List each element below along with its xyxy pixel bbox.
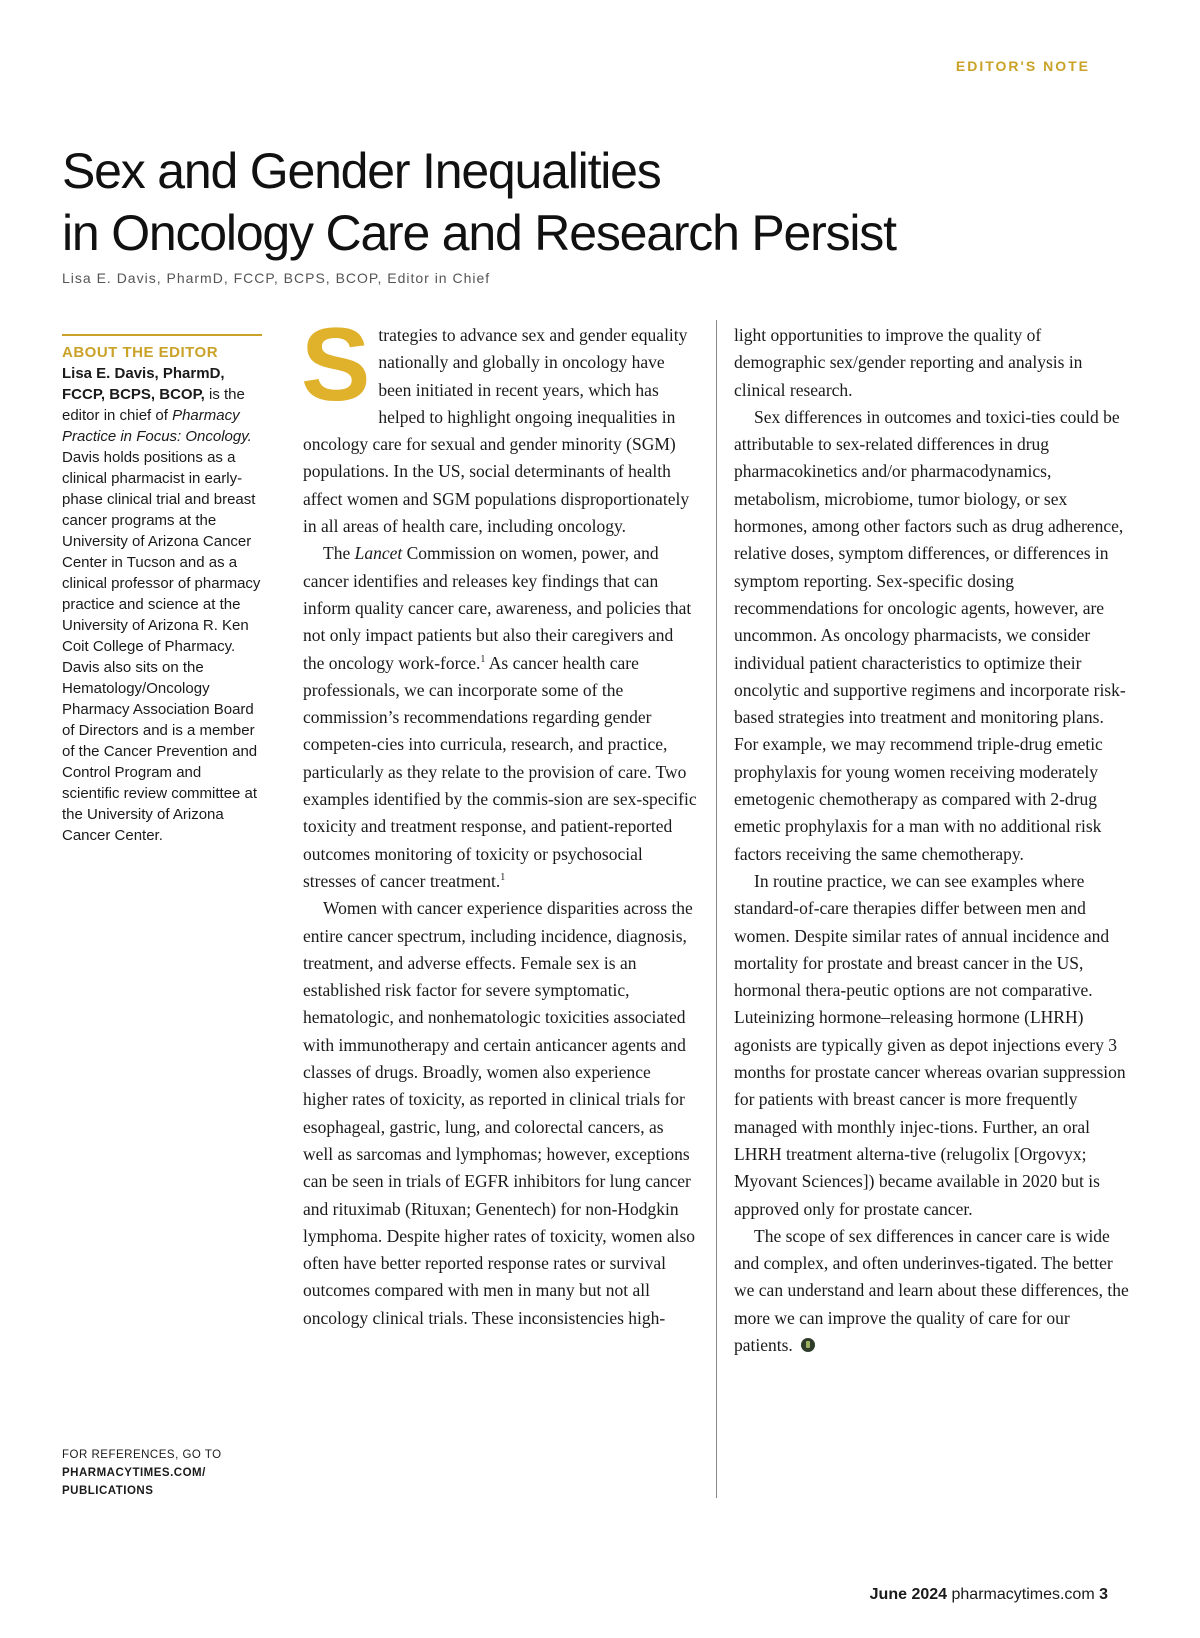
- footer-site: pharmacytimes.com: [947, 1586, 1100, 1603]
- paragraph-4: light opportunities to improve the quality of demographic sex/gender reporting and analysis in clinical research.: [734, 325, 1083, 400]
- journal-name: Pharmacy Practice in Focus: Oncology.: [62, 407, 252, 445]
- page-footer: [870, 1586, 1108, 1604]
- end-mark-icon: [801, 1338, 815, 1352]
- byline: Lisa E. Davis, PharmD, FCCP, BCPS, BCOP, Editor in Chief: [62, 270, 491, 286]
- paragraph-3: Women with cancer experience disparities across the entire cancer spectrum, including incidence, diagnosis, treatment, and adverse effects. Female sex is an established risk factor for severe symptomatic, hematologic, and nonhematologic toxicities associated with immunotherapy and certain anticancer agents and classes of drugs. Broadly, women also experience higher rates of toxicity, as reported in clinical trials for esophageal, gastric, lung, and colorectal cancers, as well as sarcomas and lymphomas; however, exceptions can be seen in trials of EGFR inhibitors for lung cancer and rituximab (Rituxan; Genentech) for non-Hodgkin lymphoma. Despite higher rates of toxicity, women also often have better reported response rates or survival outcomes compared with men in many but not all oncology clinical trials. These inconsistencies high-: [303, 898, 696, 1328]
- references-note: [62, 1446, 262, 1500]
- paragraph-2-text-c: As cancer health care professionals, we can incorporate some of the commission’s recommendations regarding gender competen-cies into curricula, research, and practice, particularly as they relate to the provision of care. Two examples identified by the commis-sion are sex-specific toxicity and treatment response, and patient-reported outcomes monitoring of toxicity or psychosocial stresses of cancer treatment.: [303, 652, 697, 891]
- references-link-line-3[interactable]: PUBLICATIONS: [62, 1485, 154, 1497]
- references-link-line-2[interactable]: PHARMACYTIMES.COM/: [62, 1467, 206, 1479]
- body-column-2: [734, 322, 1132, 1359]
- paragraph-5: Sex differences in outcomes and toxici-ties could be attributable to sex-related differences in drug pharmacokinetics and/or pharmacodynamics, metabolism, microbiome, tumor biology, or sex hormones, among other factors such as drug adherence, relative doses, symptom differences, or differences in symptom reporting. Sex-specific dosing recommendations for oncologic agents, however, are uncommon. As oncology pharmacists, we consider individual patient characteristics to optimize their oncolytic and supportive regimens and incorporate risk-based strategies into treatment and monitoring plans. For example, we may recommend triple-drug emetic prophylaxis for young women receiving moderately emetogenic chemotherapy as compared with 2-drug emetic prophylaxis for a man with no additional risk factors receiving the same chemotherapy.: [734, 406, 1126, 864]
- issue-date: June 2024: [869, 1586, 948, 1603]
- citation-2: 1: [500, 872, 506, 884]
- paragraph-2-text-b: Commission on women, power, and cancer identifies and releases key findings that can inform quality cancer care, awareness, and policies that not only impact patients but also their caregivers and the oncology work-force.: [303, 543, 692, 673]
- sidebar-rule: [62, 334, 262, 336]
- paragraph-7: [734, 1223, 1132, 1359]
- paragraph-2-text-a: The: [323, 543, 355, 564]
- editor-name: Lisa E. Davis, PharmD, FCCP, BCPS, BCOP,: [62, 365, 225, 403]
- column-divider: [716, 320, 717, 1498]
- drop-cap: S: [301, 307, 371, 423]
- article-title: [62, 140, 1062, 264]
- sidebar-bio: [62, 363, 262, 846]
- lancet-title: Lancet: [354, 543, 403, 564]
- paragraph-6: In routine practice, we can see examples where standard-of-care therapies differ between men and women. Despite similar rates of annual incidence and mortality for prostate and breast cancer in the US, hormonal thera-peutic options are not comparative. Luteinizing hormone–releasing hormone (LHRH) agonists are typically given as depot injections every 3 months for prostate cancer whereas ovarian suppression for patients with breast cancer is more frequently managed with monthly injec-tions. Further, an oral LHRH treatment alterna-tive (relugolix [Orgovyx; Myovant Sciences]) became available in 2020 but is approved only for prostate cancer.: [734, 870, 1126, 1219]
- paragraph-7-text: The scope of sex differences in cancer care is wide and complex, and often underinves-tigated. The better we can understand and learn about these differences, the more we can improve the quality of care for our patients.: [734, 1225, 1129, 1355]
- bio-text-a: is the editor in chief of: [62, 386, 245, 424]
- page-number: 3: [1099, 1586, 1108, 1603]
- sidebar-heading: ABOUT THE EDITOR: [62, 344, 219, 361]
- paragraph-1-text: trategies to advance sex and gender equality nationally and globally in oncology have been initiated in recent years, which has helped to highlight ongoing inequalities in oncology care for sexual and gender minority (SGM) populations. In the US, social determinants of health affect women and SGM populations disproportionately in all areas of health care, including oncology.: [303, 325, 690, 537]
- title-line-2: in Oncology Care and Research Persist: [62, 205, 896, 261]
- body-column-1: [301, 307, 698, 1332]
- title-line-1: Sex and Gender Inequalities: [62, 143, 661, 199]
- bio-text-b: Davis holds positions as a clinical pharmacist in early-phase clinical trial and breast cancer programs at the University of Arizona Cancer Center in Tucson and as a clinical professor of pharmacy practice and science at the University of Arizona R. Ken Coit College of Pharmacy. Davis also sits on the Hematology/Oncology Pharmacy Association Board of Directors and is a member of the Cancer Prevention and Control Program and scientific review committee at the University of Arizona Cancer Center.: [62, 449, 261, 844]
- paragraph-2: [303, 540, 698, 895]
- references-line-1: FOR REFERENCES, GO TO: [62, 1449, 222, 1461]
- citation-1: 1: [480, 653, 486, 665]
- paragraph-1: [301, 307, 698, 540]
- about-editor-sidebar: [62, 334, 262, 846]
- section-label: EDITOR'S NOTE: [955, 58, 1090, 74]
